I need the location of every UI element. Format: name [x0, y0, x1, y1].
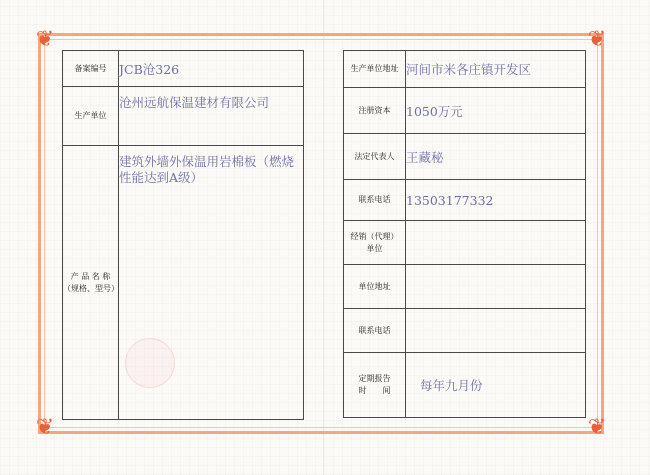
table-row [344, 309, 586, 353]
report-time: 每年九月份 [406, 353, 586, 418]
table-row [344, 88, 586, 134]
table-row [63, 146, 304, 420]
field-label: 生产单位地址 [344, 51, 406, 88]
table-row [344, 353, 586, 418]
record-number: JCB沧326 [119, 51, 304, 87]
corner-ornament-icon: ❦ [587, 27, 607, 52]
field-label: 定期报告 时 间 [344, 353, 406, 418]
producer-name: 沧州远航保温建材有限公司 [119, 87, 304, 146]
table-row [344, 134, 586, 180]
table-row [63, 51, 304, 87]
corner-ornament-icon: ❦ [35, 415, 55, 440]
field-label: 联系电话 [344, 180, 406, 221]
field-label: 备案编号 [63, 51, 119, 87]
field-label: 产 品 名 称 （规格、型号） [63, 146, 119, 420]
table-row [344, 265, 586, 309]
field-label: 生产单位 [63, 87, 119, 146]
field-label: 注册资本 [344, 88, 406, 134]
legal-representative: 王藏秘 [406, 134, 586, 180]
distributor [406, 221, 586, 265]
field-label: 法定代表人 [344, 134, 406, 180]
table-row [63, 87, 304, 146]
field-label: 经销（代理） 单位 [344, 221, 406, 265]
table-row [344, 221, 586, 265]
left-info-table [62, 50, 304, 420]
registered-capital: 1050万元 [406, 88, 586, 134]
field-label: 单位地址 [344, 265, 406, 309]
table-row [344, 180, 586, 221]
table-row [344, 51, 586, 88]
field-label: 联系电话 [344, 309, 406, 353]
corner-ornament-icon: ❦ [35, 27, 55, 52]
contact-phone: 13503177332 [406, 180, 586, 221]
producer-address: 河间市米各庄镇开发区 [406, 51, 586, 88]
right-info-table [343, 50, 586, 418]
product-name: 建筑外墙外保温用岩棉板（燃烧性能达到A级） [119, 146, 304, 420]
corner-ornament-icon: ❦ [587, 415, 607, 440]
distributor-phone [406, 309, 586, 353]
distributor-address [406, 265, 586, 309]
